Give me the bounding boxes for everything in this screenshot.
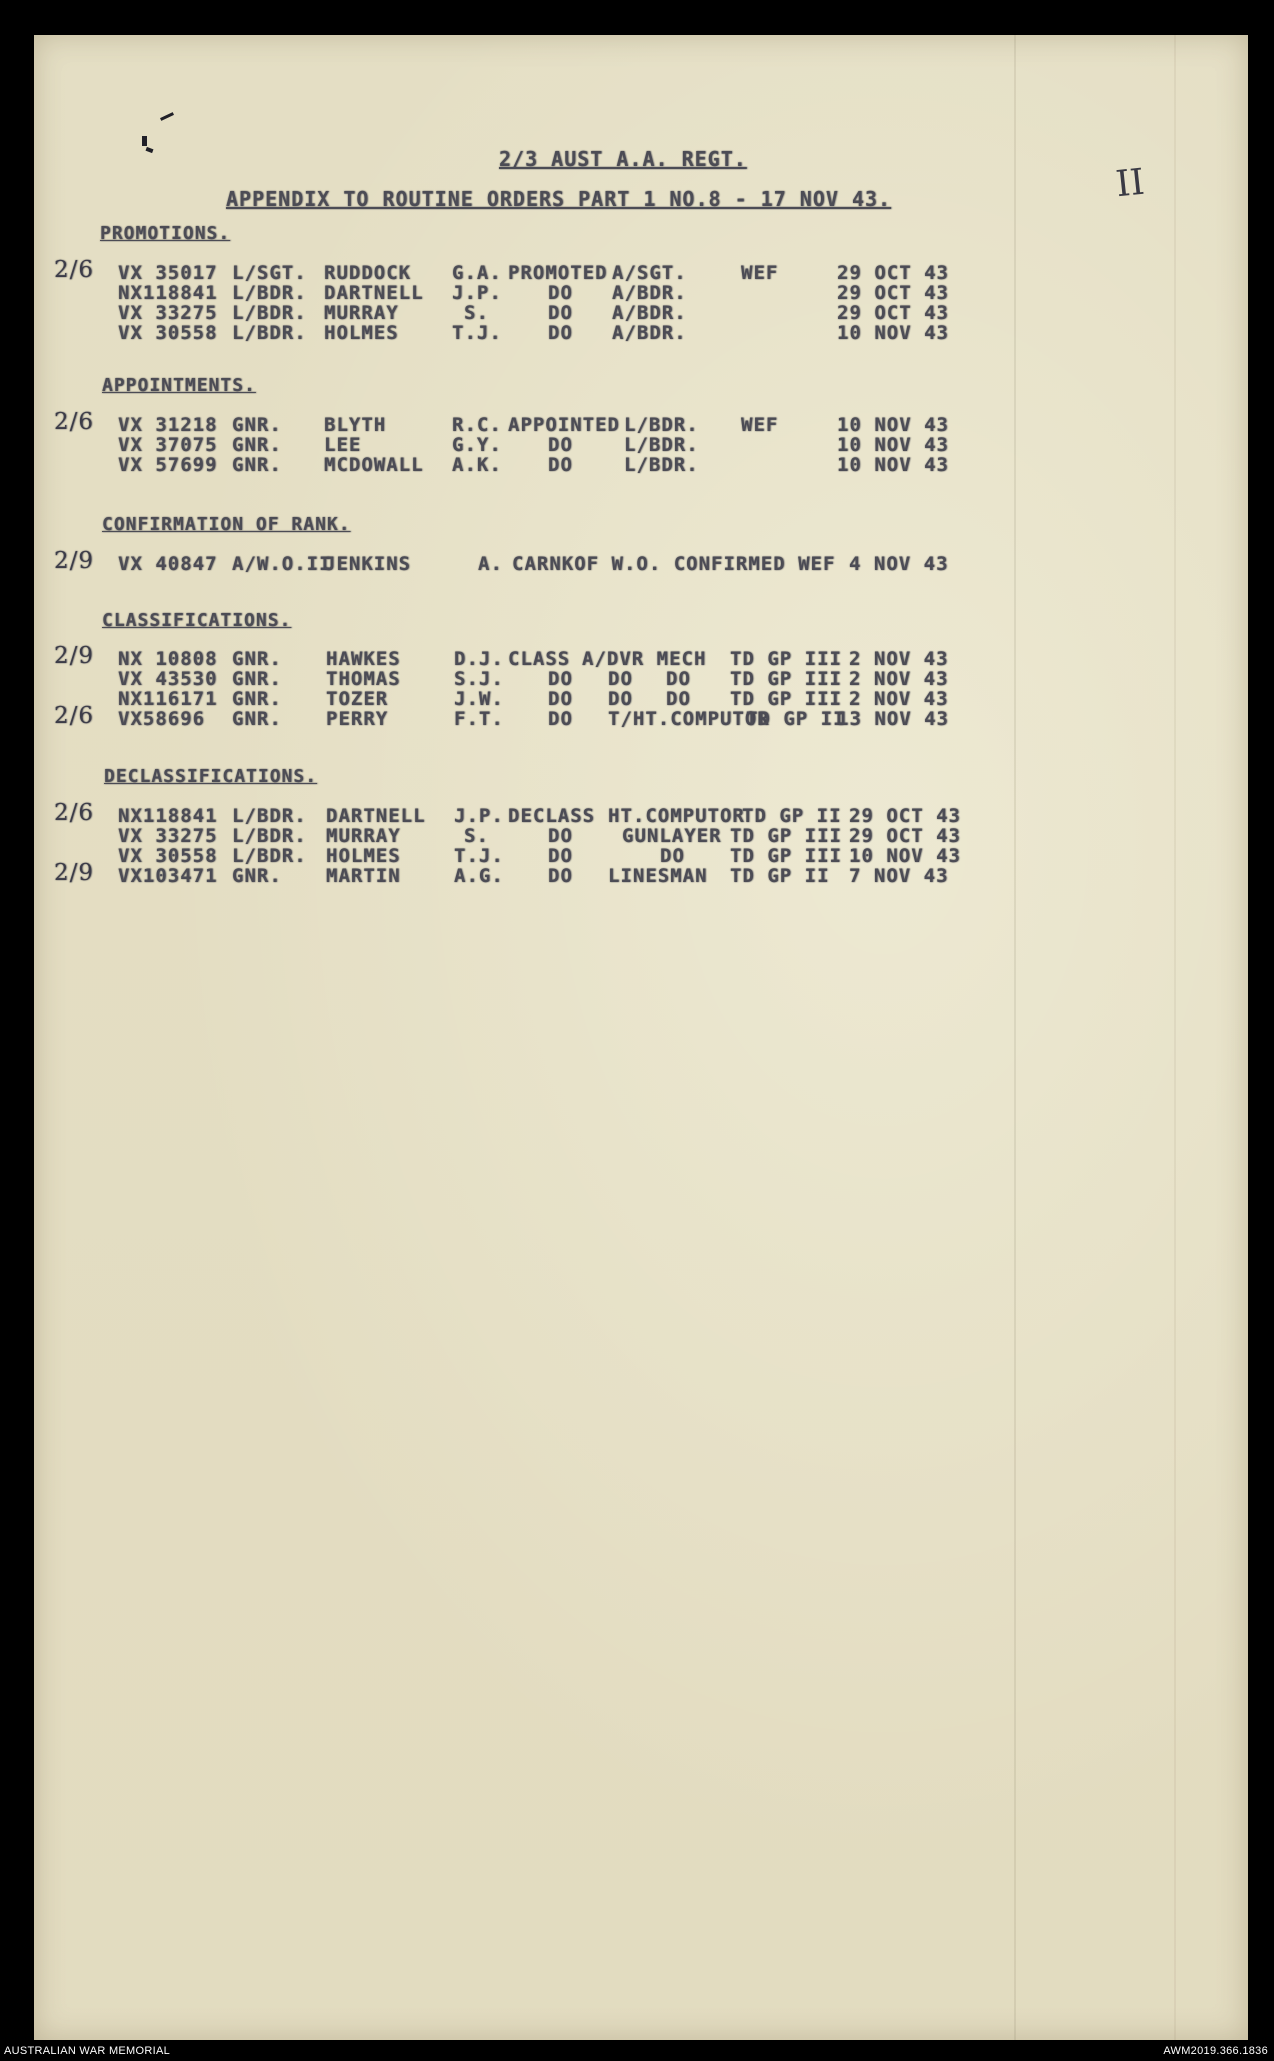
new-rank: A/SGT. (612, 262, 687, 284)
rank: L/BDR. (232, 805, 307, 827)
surname: HAWKES (326, 648, 401, 670)
surname: BLYTH (324, 414, 387, 436)
initials: J.W. (454, 688, 504, 710)
class-action: DO (548, 865, 573, 887)
rank: GNR. (232, 708, 282, 730)
wef-label: WEF (741, 414, 779, 436)
class-action: DO (548, 825, 573, 847)
trade-group: TD GP II (742, 805, 842, 827)
initials: D.J. (454, 648, 504, 670)
unit-label: 2/9 (54, 548, 95, 574)
unit-label: 2/6 (54, 800, 95, 826)
class-action: DO (548, 668, 573, 690)
rank: L/BDR. (232, 825, 307, 847)
fold-line (1014, 35, 1016, 2040)
service-number: VX 30558 (118, 322, 218, 344)
rank: L/BDR. (232, 845, 307, 867)
initials: J.P. (452, 282, 502, 304)
class-action: DO (548, 688, 573, 710)
action: PROMOTED (508, 262, 608, 284)
trade-group: TD GP III (730, 688, 842, 710)
trade-group: TD GP II (746, 708, 846, 730)
initials: A. (478, 553, 503, 575)
class-action: CLASS (508, 648, 571, 670)
new-rank: A/BDR. (612, 282, 687, 304)
initials: J.P. (454, 805, 504, 827)
service-number: NX118841 (118, 805, 218, 827)
class-sub: DO (666, 688, 691, 710)
surname: LEE (324, 434, 362, 456)
rank: GNR. (232, 668, 282, 690)
new-rank: A/BDR. (612, 302, 687, 324)
rank: L/SGT. (232, 262, 307, 284)
new-rank: L/BDR. (624, 414, 699, 436)
effective-date: 10 NOV 43 (837, 454, 949, 476)
service-number: VX 31218 (118, 414, 218, 436)
service-number: VX 33275 (118, 825, 218, 847)
initials: G.Y. (452, 434, 502, 456)
class-action: DECLASS (508, 805, 596, 827)
new-rank: A/BDR. (612, 322, 687, 344)
effective-date: 10 NOV 43 (849, 845, 961, 867)
effective-date: 2 NOV 43 (849, 668, 949, 690)
effective-date: 29 OCT 43 (837, 302, 949, 324)
surname: MARTIN (326, 865, 401, 887)
section-heading-promotions: PROMOTIONS. (100, 223, 231, 244)
rank: GNR. (232, 688, 282, 710)
class-trade: DO (660, 845, 685, 867)
surname: RUDDOCK (324, 262, 412, 284)
ink-mark (146, 147, 154, 153)
surname: DARTNELL (324, 282, 424, 304)
rank: L/BDR. (232, 322, 307, 344)
section-heading-declassifications: DECLASSIFICATIONS. (104, 766, 318, 787)
archive-credit: AUSTRALIAN WAR MEMORIAL (4, 2045, 171, 2057)
effective-date: 29 OCT 43 (837, 262, 949, 284)
service-number: NX118841 (118, 282, 218, 304)
action: DO (548, 322, 573, 344)
document-subtitle: APPENDIX TO ROUTINE ORDERS PART 1 NO.8 - 17 NOV 43. (226, 187, 892, 211)
rank: GNR. (232, 648, 282, 670)
service-number: VX58696 (118, 708, 206, 730)
effective-date: 29 OCT 43 (837, 282, 949, 304)
section-heading-appointments: APPOINTMENTS. (102, 375, 256, 396)
fold-line (1174, 35, 1176, 2040)
initials: F.T. (454, 708, 504, 730)
effective-date: 7 NOV 43 (849, 865, 949, 887)
action: APPOINTED (508, 414, 620, 436)
new-rank: L/BDR. (624, 454, 699, 476)
service-number: NX116171 (118, 688, 218, 710)
handwritten-annotation: II (1113, 161, 1147, 206)
unit-label: 2/6 (54, 257, 95, 283)
effective-date: 10 NOV 43 (837, 434, 949, 456)
initials: R.C. (452, 414, 502, 436)
effective-date: 2 NOV 43 (849, 688, 949, 710)
action: DO (548, 282, 573, 304)
effective-date: 29 OCT 43 (849, 805, 961, 827)
surname: PERRY (326, 708, 389, 730)
rank: L/BDR. (232, 302, 307, 324)
action: DO (548, 434, 573, 456)
surname: HOLMES (326, 845, 401, 867)
unit-label: 2/6 (54, 703, 95, 729)
surname: MCDOWALL (324, 454, 424, 476)
effective-date: 10 NOV 43 (837, 414, 949, 436)
rank: GNR. (232, 434, 282, 456)
surname: JENKINS (324, 553, 412, 575)
effective-date: 13 NOV 43 (837, 708, 949, 730)
effective-date: 4 NOV 43 (849, 553, 949, 575)
class-trade: DO (608, 668, 633, 690)
class-sub: DO (666, 668, 691, 690)
initials: T.J. (454, 845, 504, 867)
rank: GNR. (232, 414, 282, 436)
rank: GNR. (232, 454, 282, 476)
service-number: VX 33275 (118, 302, 218, 324)
rank: L/BDR. (232, 282, 307, 304)
trade-group: TD GP II (730, 865, 830, 887)
surname: MURRAY (326, 825, 401, 847)
class-action: DO (548, 845, 573, 867)
trade-group: TD GP III (730, 648, 842, 670)
section-heading-confirmation: CONFIRMATION OF RANK. (102, 514, 351, 535)
service-number: VX 30558 (118, 845, 218, 867)
surname: MURRAY (324, 302, 399, 324)
section-heading-classifications: CLASSIFICATIONS. (102, 610, 292, 631)
initials: A.G. (454, 865, 504, 887)
initials: G.A. (452, 262, 502, 284)
service-number: NX 10808 (118, 648, 218, 670)
surname: HOLMES (324, 322, 399, 344)
effective-date: 2 NOV 43 (849, 648, 949, 670)
new-rank: L/BDR. (624, 434, 699, 456)
service-number: VX 57699 (118, 454, 218, 476)
confirmation-text: CARNKOF W.O. CONFIRMED WEF (512, 553, 836, 575)
effective-date: 29 OCT 43 (849, 825, 961, 847)
class-action: DO (548, 708, 573, 730)
wef-label: WEF (741, 262, 779, 284)
service-number: VX 43530 (118, 668, 218, 690)
ink-mark (160, 112, 174, 121)
trade-group: TD GP III (730, 668, 842, 690)
action: DO (548, 454, 573, 476)
service-number: VX103471 (118, 865, 218, 887)
service-number: VX 35017 (118, 262, 218, 284)
initials: S. (464, 825, 489, 847)
class-trade: LINESMAN (608, 865, 708, 887)
unit-label: 2/9 (54, 643, 95, 669)
ink-mark (142, 136, 147, 146)
class-trade: HT.COMPUTOR (608, 805, 745, 827)
trade-group: TD GP III (730, 845, 842, 867)
document-page (34, 35, 1248, 2040)
initials: A.K. (452, 454, 502, 476)
service-number: VX 37075 (118, 434, 218, 456)
rank: A/W.O.II (232, 553, 332, 575)
initials: T.J. (452, 322, 502, 344)
rank: GNR. (232, 865, 282, 887)
class-trade: A/DVR MECH (582, 648, 707, 670)
trade-group: TD GP III (730, 825, 842, 847)
document-title: 2/3 AUST A.A. REGT. (499, 147, 747, 171)
unit-label: 2/9 (54, 860, 95, 886)
class-trade: DO (608, 688, 633, 710)
surname: DARTNELL (326, 805, 426, 827)
initials: S. (464, 302, 489, 324)
class-trade: GUNLAYER (622, 825, 722, 847)
archive-reference: AWM2019.366.1836 (1163, 2045, 1268, 2057)
effective-date: 10 NOV 43 (837, 322, 949, 344)
class-trade: T/HT.COMPUTOR (608, 708, 770, 730)
service-number: VX 40847 (118, 553, 218, 575)
surname: THOMAS (326, 668, 401, 690)
unit-label: 2/6 (54, 409, 95, 435)
initials: S.J. (454, 668, 504, 690)
action: DO (548, 302, 573, 324)
surname: TOZER (326, 688, 389, 710)
